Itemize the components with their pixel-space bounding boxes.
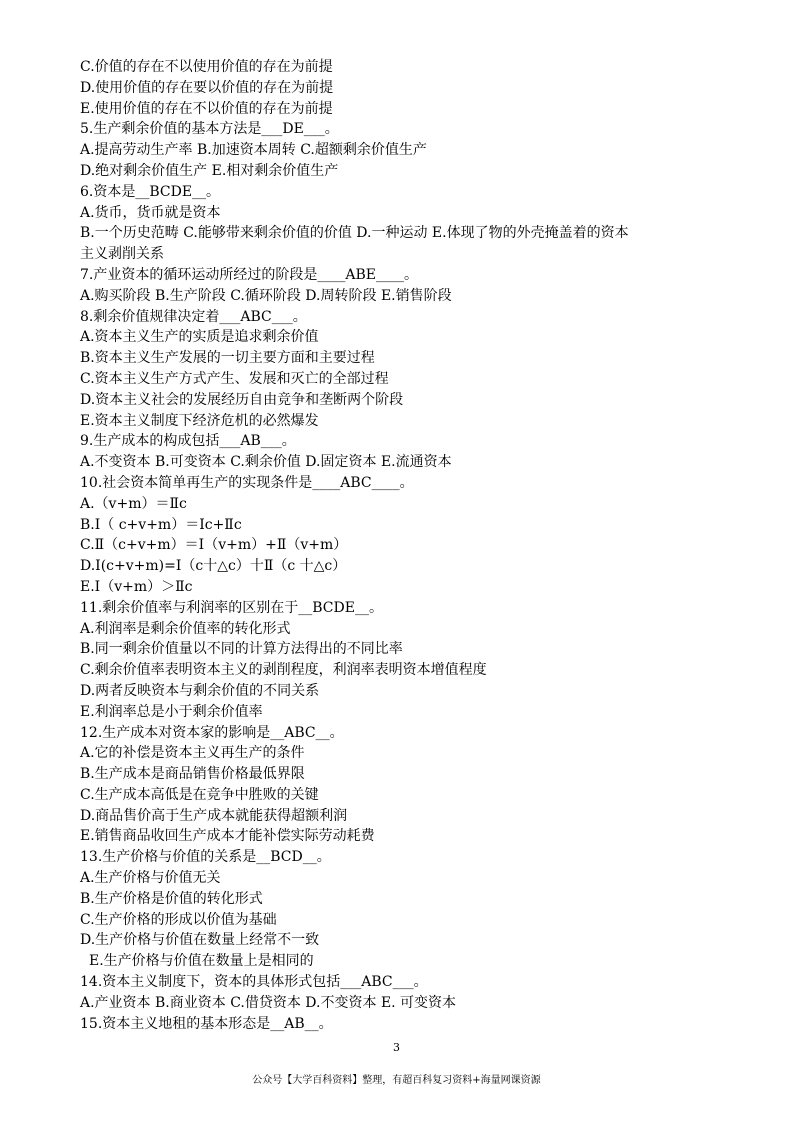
text-line: E.Ⅰ（v+m）＞Ⅱc: [80, 578, 193, 595]
text-line: 10.社会资本简单再生产的实现条件是____ABC____。: [80, 474, 414, 491]
text-line: B.一个历史范畴 C.能够带来剩余价值的价值 D.一种运动 E.体现了物的外壳掩盖着的资本: [80, 225, 629, 242]
text-line: 7.产业资本的循环运动所经过的阶段是____ABE____。: [80, 266, 418, 283]
text-line: A.提高劳动生产率 B.加速资本周转 C.超额剩余价值生产: [80, 142, 427, 159]
page-footer: 公众号【大学百科资料】整理，有超百科复习资料+海量网课资源: [252, 1075, 541, 1086]
text-line: 8.剩余价值规律决定着___ABC___。: [80, 308, 307, 325]
text-line: B.同一剩余价值量以不同的计算方法得出的不同比率: [80, 641, 403, 658]
text-line: A.资本主义生产的实质是追求剩余价值: [80, 329, 319, 346]
text-line: C.Ⅱ（c+v+m）＝Ⅰ（v+m）+Ⅱ（v+m）: [80, 537, 348, 554]
text-line: D.使用价值的存在要以价值的存在为前提: [80, 79, 334, 96]
text-line: 14.资本主义制度下，资本的具体形式包括___ABC___。: [80, 974, 428, 991]
text-line: B.生产价格是价值的转化形式: [80, 890, 263, 907]
text-line: B.Ⅰ（ c+v+m）＝Ⅰc+Ⅱc: [80, 516, 242, 533]
text-line: A.（v+m）＝Ⅱc: [80, 495, 187, 512]
text-line: A.货币，货币就是资本: [80, 204, 221, 221]
text-line: B.生产成本是商品销售价格最低界限: [80, 766, 305, 783]
text-line: A.不变资本 B.可变资本 C.剩余价值 D.固定资本 E.流通资本: [80, 454, 452, 471]
text-line: 13.生产价格与价值的关系是__BCD__。: [80, 849, 331, 866]
text-line: A.它的补偿是资本主义再生产的条件: [80, 745, 305, 762]
text-line: C.资本主义生产方式产生、发展和灭亡的全部过程: [80, 370, 389, 387]
text-line: 11.剩余价值率与利润率的区别在于__BCDE__。: [80, 599, 383, 616]
text-line: C.生产价格的形成以价值为基础: [80, 911, 277, 928]
text-line: E.使用价值的存在不以价值的存在为前提: [80, 100, 333, 117]
text-line: D.Ⅰ(c+v+m)=Ⅰ（c十△c）十Ⅱ（c 十△c）: [80, 558, 347, 575]
text-line: E.销售商品收回生产成本才能补偿实际劳动耗费: [80, 828, 375, 845]
text-line: A.利润率是剩余价值率的转化形式: [80, 620, 291, 637]
text-line: D.两者反映资本与剩余价值的不同关系: [80, 682, 320, 699]
text-line: 15.资本主义地租的基本形态是__AB__。: [80, 1015, 333, 1032]
text-line: 9.生产成本的构成包括___AB___。: [80, 433, 296, 450]
text-line: 12.生产成本对资本家的影响是__ABC__。: [80, 724, 344, 741]
text-line: A.产业资本 B.商业资本 C.借贷资本 D.不变资本 E. 可变资本: [80, 994, 457, 1011]
text-line: A.购买阶段 B.生产阶段 C.循环阶段 D.周转阶段 E.销售阶段: [80, 287, 452, 304]
text-line: 主义剥削关系: [80, 246, 164, 263]
text-line: D.资本主义社会的发展经历自由竞争和垄断两个阶段: [80, 391, 404, 408]
text-line: D.商品售价高于生产成本就能获得超额利润: [80, 807, 348, 824]
text-line: E.利润率总是小于剩余价值率: [80, 703, 263, 720]
text-line: D.绝对剩余价值生产 E.相对剩余价值生产: [80, 162, 339, 179]
text-line: C.剩余价值率表明资本主义的剥削程度，利润率表明资本增值程度: [80, 662, 487, 679]
text-line: C.价值的存在不以使用价值的存在为前提: [80, 59, 333, 75]
text-line: D.生产价格与价值在数量上经常不一致: [80, 932, 320, 949]
text-line: 5.生产剩余价值的基本方法是___DE___。: [80, 121, 339, 138]
text-line: E.资本主义制度下经济危机的必然爆发: [80, 412, 319, 429]
page-number: 3: [393, 1041, 400, 1054]
text-line: C.生产成本高低是在竞争中胜败的关键: [80, 786, 319, 803]
text-line: B.资本主义生产发展的一切主要方面和主要过程: [80, 350, 375, 367]
text-line: E.生产价格与价值在数量上是相同的: [89, 953, 314, 970]
text-line: 6.资本是__BCDE__。: [80, 183, 221, 200]
text-line: A.生产价格与价值无关: [80, 870, 221, 887]
document-body: [80, 57, 720, 1034]
